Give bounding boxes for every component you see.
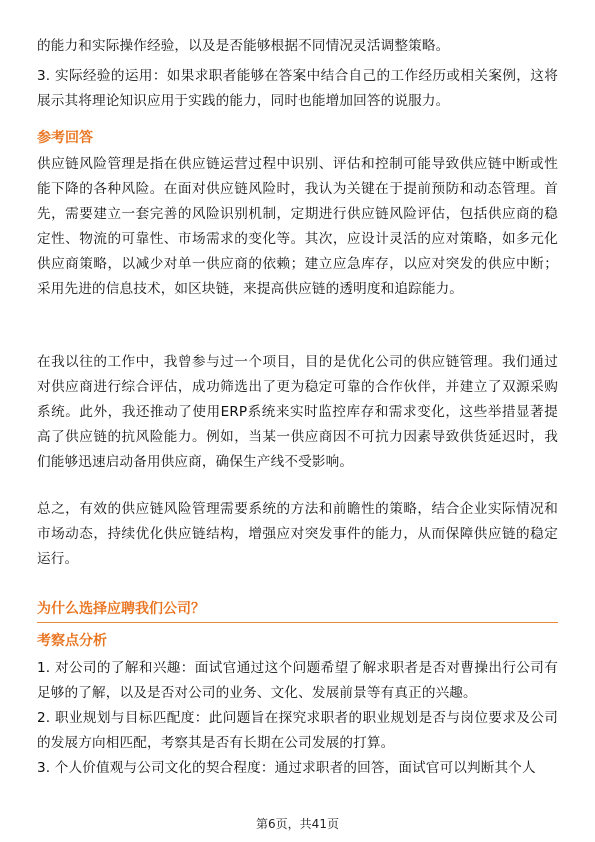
analysis-heading: 考察点分析 xyxy=(37,633,107,649)
analysis-item-2: 2. 职业规划与目标匹配度：此问题旨在探究求职者的职业规划是否与岗位要求及公司的发展方向相匹配，考察其是否有长期在公司发展的打算。 xyxy=(37,710,558,751)
page-number: 第6页，共41页 xyxy=(256,817,339,831)
reference-answer-paragraph-3: 总之，有效的供应链风险管理需要系统的方法和前瞻性的策略，结合企业实际情况和市场动态，持续优化供应链结构，增强应对突发事件的能力，从而保障供应链的稳定运行。 xyxy=(37,501,558,567)
reference-answer-heading: 参考回答 xyxy=(37,130,93,146)
continuation-paragraph: 的能力和实际操作经验，以及是否能够根据不同情况灵活调整策略。 xyxy=(37,38,450,54)
question-divider xyxy=(37,622,558,623)
question-title: 为什么选择应聘我们公司？ xyxy=(37,601,205,617)
analysis-item-1: 1. 对公司的了解和兴趣：面试官通过这个问题希望了解求职者是否对曹操出行公司有足够的了解，以及是否对公司的业务、文化、发展前景等有真正的兴趣。 xyxy=(37,660,558,701)
analysis-item-3-prev: 3. 实际经验的运用：如果求职者能够在答案中结合自己的工作经历或相关案例，这将展示其将理论知识应用于实践的能力，同时也能增加回答的说服力。 xyxy=(37,68,558,109)
reference-answer-paragraph-2: 在我以往的工作中，我曾参与过一个项目，目的是优化公司的供应链管理。我们通过对供应商进行综合评估，成功筛选出了更为稳定可靠的合作伙伴，并建立了双源采购系统。此外，我还推动了使用ERP系统来实时监控库存和需求变化，这些举措显著提高了供应链的抗风险能力。例如，当某一供应商因不可抗力因素导致供货延迟时，我们能够迅速启动备用供应商，确保生产线不受影响。 xyxy=(37,354,558,470)
analysis-item-3: 3. 个人价值观与公司文化的契合程度：通过求职者的回答，面试官可以判断其个人 xyxy=(37,760,536,776)
reference-answer-paragraph-1: 供应链风险管理是指在供应链运营过程中识别、评估和控制可能导致供应链中断或性能下降的各种风险。在面对供应链风险时，我认为关键在于提前预防和动态管理。首先，需要建立一套完善的风险识别机制，定期进行供应链风险评估，包括供应商的稳定性、物流的可靠性、市场需求的变化等。其次，应设计灵活的应对策略，如多元化供应商策略，以减少对单一供应商的依赖；建立应急库存，以应对突发的供应中断；采用先进的信息技术，如区块链，来提高供应链的透明度和追踪能力。 xyxy=(37,156,558,297)
